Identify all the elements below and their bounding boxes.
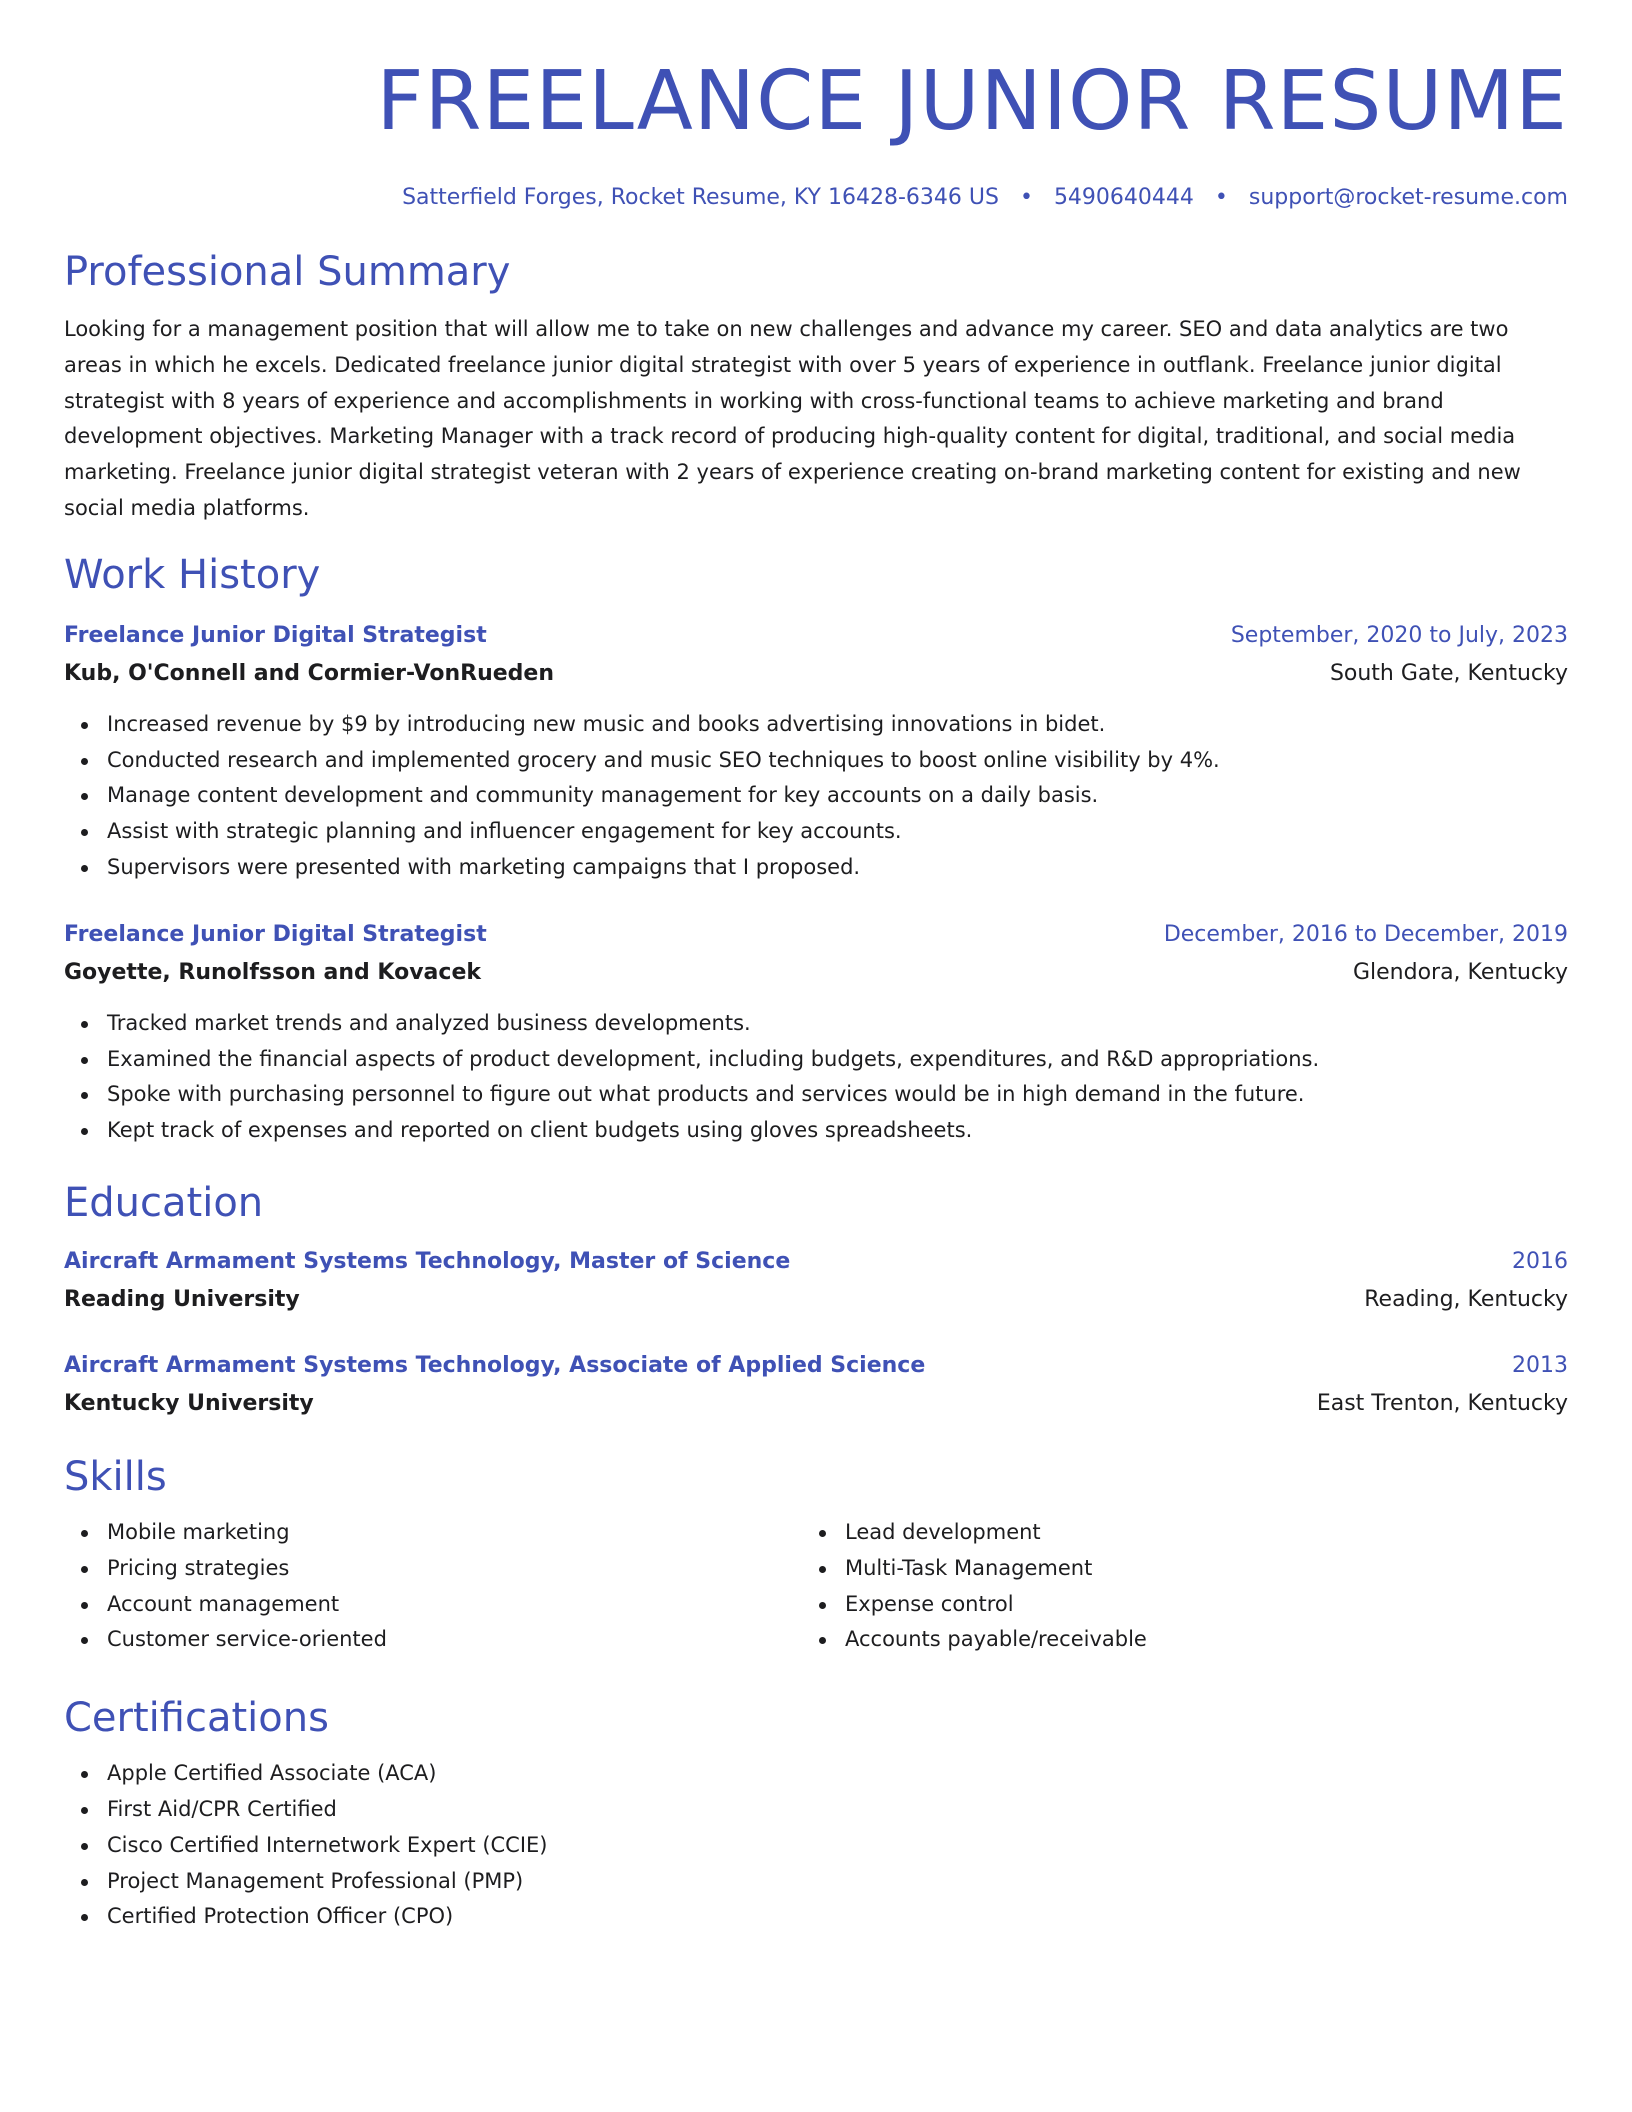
list-item: Apple Certified Associate (ACA) — [107, 1756, 1568, 1792]
job-bullets — [64, 1006, 1568, 1149]
list-item: Cisco Certified Internetwork Expert (CCIE) — [107, 1828, 1568, 1864]
list-item: Accounts payable/receivable — [845, 1622, 1540, 1658]
education-entry — [64, 1347, 1568, 1423]
list-item: Kept track of expenses and reported on client budgets using gloves spreadsheets. — [107, 1113, 1568, 1149]
list-item: Manage content development and community management for key accounts on a daily basis. — [107, 778, 1568, 814]
skills-column-right — [802, 1515, 1540, 1658]
degree-year: 2013 — [1512, 1352, 1568, 1378]
section-heading-certifications: Certifications — [64, 1695, 329, 1742]
job-title: Freelance Junior Digital Strategist — [64, 921, 487, 947]
list-item: Increased revenue by $9 by introducing new music and books advertising innovations in bidet. — [107, 707, 1568, 743]
skills-column-left — [64, 1515, 802, 1658]
certifications-list — [64, 1756, 1568, 1935]
contact-address: Satterfield Forges, Rocket Resume, KY 16428-6346 US — [402, 185, 999, 210]
list-item: Project Management Professional (PMP) — [107, 1864, 1568, 1900]
list-item: Assist with strategic planning and influencer engagement for key accounts. — [107, 814, 1568, 850]
skills-section — [64, 1451, 1568, 1658]
list-item: Spoke with purchasing personnel to figure out what products and services would be in high demand in the future. — [107, 1077, 1568, 1113]
work-history-section — [64, 549, 1568, 1149]
list-item: Expense control — [845, 1587, 1540, 1623]
job-bullets — [64, 707, 1568, 886]
list-item: Customer service-oriented — [107, 1622, 802, 1658]
contact-email: support@rocket-resume.com — [1248, 185, 1568, 210]
list-item: Mobile marketing — [107, 1515, 802, 1551]
school-name: Kentucky University — [64, 1390, 314, 1416]
certifications-section — [64, 1692, 1568, 1935]
degree-title: Aircraft Armament Systems Technology, Associate of Applied Science — [64, 1352, 926, 1378]
job-location: Glendora, Kentucky — [1352, 959, 1568, 985]
contact-line — [64, 182, 1568, 214]
school-name: Reading University — [64, 1286, 300, 1312]
summary-text: Looking for a management position that will allow me to take on new challenges and advance my career. SEO and data analytics are two areas in which he excels. Dedicated freelance junior digital strategist with over 5 years of experience in outflank. Freelance junior digital strategist with 8 years of experience and accomplishments in working with cross-functional teams to achieve marketing and brand development objectives. Marketing Manager with a track record of producing high-quality content for digital, traditional, and social media marketing. Freelance junior digital strategist veteran with 2 years of experience creating on-brand marketing content for existing and new social media platforms. — [64, 317, 1521, 520]
job-company: Kub, O'Connell and Cormier-VonRueden — [64, 660, 555, 686]
list-item: Certified Protection Officer (CPO) — [107, 1899, 1568, 1935]
skills-grid — [64, 1515, 1568, 1658]
school-location: Reading, Kentucky — [1364, 1286, 1568, 1312]
job-entry — [64, 617, 1568, 886]
education-section — [64, 1177, 1568, 1423]
summary-section — [64, 246, 1568, 527]
contact-phone: 5490640444 — [1053, 185, 1194, 210]
job-location: South Gate, Kentucky — [1329, 660, 1568, 686]
list-item: Account management — [107, 1587, 802, 1623]
resume-name: FREELANCE JUNIOR RESUME — [376, 54, 1568, 149]
list-item: Multi-Task Management — [845, 1551, 1540, 1587]
section-heading-skills: Skills — [64, 1453, 167, 1500]
list-item: Supervisors were presented with marketing campaigns that I proposed. — [107, 850, 1568, 886]
list-item: Tracked market trends and analyzed business developments. — [107, 1006, 1568, 1042]
list-item: Examined the financial aspects of product development, including budgets, expenditures, and R&D appropriations. — [107, 1042, 1568, 1078]
section-heading-summary: Professional Summary — [64, 249, 511, 295]
list-item: Pricing strategies — [107, 1551, 802, 1587]
job-dates: December, 2016 to December, 2019 — [1163, 921, 1568, 947]
degree-year: 2016 — [1512, 1248, 1568, 1274]
list-item: First Aid/CPR Certified — [107, 1792, 1568, 1828]
list-item: Lead development — [845, 1515, 1540, 1551]
contact-separator: • — [1214, 185, 1228, 210]
list-item: Conducted research and implemented grocery and music SEO techniques to boost online visibility by 4%. — [107, 743, 1568, 779]
job-company: Goyette, Runolfsson and Kovacek — [64, 959, 481, 985]
section-heading-work: Work History — [64, 551, 321, 598]
job-entry — [64, 916, 1568, 1149]
education-entry — [64, 1243, 1568, 1319]
school-location: East Trenton, Kentucky — [1316, 1390, 1568, 1416]
section-heading-education: Education — [64, 1179, 264, 1226]
contact-separator: • — [1019, 185, 1033, 210]
job-title: Freelance Junior Digital Strategist — [64, 622, 487, 648]
skills-list — [64, 1515, 802, 1658]
job-dates: September, 2020 to July, 2023 — [1230, 622, 1568, 648]
skills-list — [802, 1515, 1540, 1658]
degree-title: Aircraft Armament Systems Technology, Master of Science — [64, 1248, 791, 1274]
